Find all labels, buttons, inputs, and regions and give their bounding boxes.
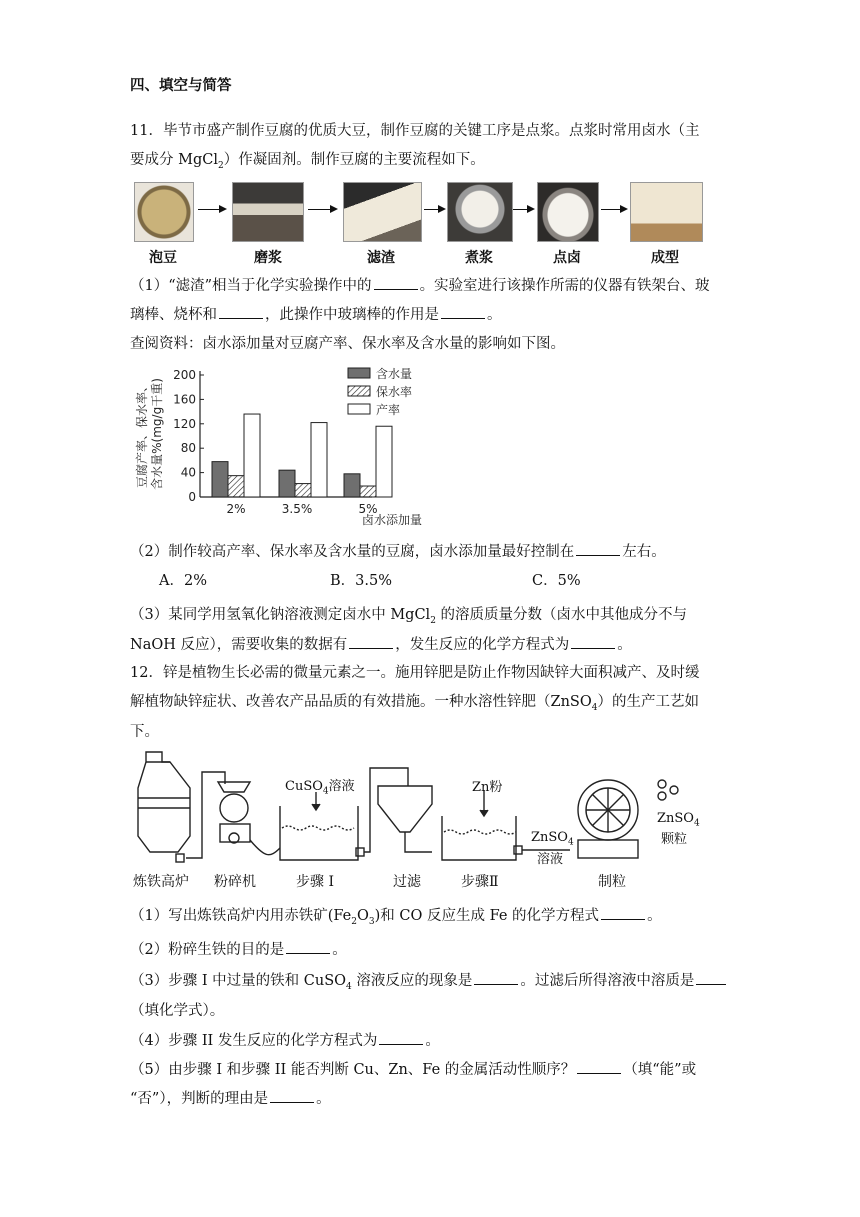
zn-powder-label: Zn粉 (472, 780, 503, 795)
q12-sub4: （4）步骤 II 发生反应的化学方程式为 。 (130, 1033, 440, 1049)
filter-funnel (378, 786, 432, 852)
q12-line1: 12．锌是植物生长必需的微量元素之一。施用锌肥是防止作物因缺锌大面积减产、及时缓 (130, 665, 700, 681)
q11-sub3-line1: （3）某同学用氢氧化钠溶液测定卤水中 MgCl$_2$ 的溶质质量分数（卤水中其他成分不与 (130, 607, 688, 626)
q11-info: 查阅资料：卤水添加量对豆腐产率、保水率及含水量的影响如下图。 (130, 336, 565, 352)
q12-sub5-line2: “否”），判断的理由是 。 (130, 1091, 331, 1107)
step-label: 滤渣 (367, 250, 395, 266)
zinc-process-diagram (130, 748, 710, 866)
y-axis-label: 豆腐产率、保水率、 (135, 379, 149, 489)
answer-blank[interactable] (286, 952, 330, 954)
q11-line2: 要成分 MgCl$_2$）作凝固剂。制作豆腐的主要流程如下。 (130, 152, 485, 171)
legend-label: 保水率 (376, 385, 413, 399)
photo-grinding (232, 182, 304, 242)
step-label: 泡豆 (149, 250, 177, 266)
crusher (218, 782, 250, 843)
legend-label: 含水量 (376, 367, 413, 381)
q12-line2: 解植物缺锌症状、改善农产品品质的有效措施。一种水溶性锌肥（ZnSO$_4$）的生产工艺如 (130, 694, 699, 713)
y-axis-label: 含水量%(mg/g干重) (150, 378, 164, 490)
answer-blank[interactable] (577, 1072, 621, 1074)
bar (228, 476, 244, 497)
bar (360, 486, 376, 497)
flow-label: 步骤 I (296, 874, 334, 890)
step-label: 点卤 (553, 250, 581, 266)
flow-arrow (601, 209, 626, 210)
flow-label: 过滤 (393, 874, 421, 890)
bar (376, 426, 392, 497)
answer-blank[interactable] (374, 288, 418, 290)
option-b[interactable]: B．3.5% (330, 573, 392, 589)
y-tick-label: 120 (173, 416, 196, 431)
flow-arrow (308, 209, 336, 210)
answer-blank[interactable] (696, 983, 726, 985)
q12-sub5-line1: （5）由步骤 I 和步骤 II 能否判断 Cu、Zn、Fe 的金属活动性顺序？ （填“能”或 (130, 1062, 697, 1078)
answer-blank[interactable] (441, 317, 485, 319)
y-tick-label: 160 (173, 392, 196, 407)
answer-blank[interactable] (571, 647, 615, 649)
step-label: 成型 (651, 250, 679, 266)
photo-filtering (343, 182, 422, 242)
q11-line1: 11．毕节市盛产制作豆腐的优质大豆，制作豆腐的关键工序是点浆。点浆时常用卤水（主 (130, 123, 700, 139)
step-1-tank (280, 792, 364, 860)
bar (344, 474, 360, 497)
q11-sub3-line2: NaOH 反应），需要收集的数据有 ，发生反应的化学方程式为 。 (130, 637, 632, 653)
y-tick-label: 80 (180, 441, 196, 456)
x-axis-label: 卤水添加量 (361, 513, 423, 527)
q11-sub1-line1: （1）“滤渣”相当于化学实验操作中的 。实验室进行该操作所需的仪器有铁架台、玻 (130, 278, 710, 294)
q12-sub2: （2）粉碎生铁的目的是 。 (130, 942, 347, 958)
answer-blank[interactable] (576, 554, 620, 556)
flow-label: 炼铁高炉 (133, 874, 189, 890)
legend-swatch (348, 368, 370, 378)
bar (279, 470, 295, 497)
legend-swatch (348, 404, 370, 414)
bar (212, 462, 228, 497)
y-tick-label: 0 (188, 490, 196, 504)
legend-label: 产率 (376, 403, 401, 417)
cuso4-solution-label: CuSO$_4$溶液 (285, 779, 355, 797)
photo-boiling (447, 182, 513, 242)
q12-sub3-line1: （3）步骤 I 中过量的铁和 CuSO$_4$ 溶液反应的现象是 。过滤后所得溶液中溶质是 (130, 969, 728, 992)
flow-label: 步骤Ⅱ (461, 874, 499, 890)
answer-blank[interactable] (219, 317, 263, 319)
photo-forming (630, 182, 703, 242)
flow-label: 制粒 (598, 874, 626, 890)
photo-adding-brine (537, 182, 599, 242)
step-label: 煮浆 (465, 250, 493, 266)
znso4-label: ZnSO$_4$ (531, 830, 574, 848)
photo-soaking-beans (134, 182, 194, 242)
bar (295, 484, 311, 497)
y-tick-label: 200 (173, 368, 196, 382)
y-tick-label: 40 (180, 465, 196, 480)
granule-label: 颗粒 (661, 832, 688, 847)
bar (244, 414, 260, 497)
step-2-tank (442, 790, 522, 860)
option-a[interactable]: A．2% (159, 573, 207, 589)
q11-sub1-line2: 璃棒、烧杯和 ，此操作中玻璃棒的作用是 。 (130, 307, 502, 323)
step-label: 磨浆 (254, 250, 282, 266)
bar (311, 423, 327, 497)
q12-sub1: （1）写出炼铁高炉内用赤铁矿$(Fe_2O_3)$和 CO 反应生成 Fe 的化学方程式 。 (130, 908, 662, 927)
section-title: 四、填空与简答 (130, 77, 232, 94)
x-tick-label: 2% (226, 502, 246, 516)
legend-swatch (348, 386, 370, 396)
flow-arrow (198, 209, 225, 210)
q12-sub3-line2: （填化学式）。 (130, 1003, 225, 1019)
x-tick-label: 5% (358, 502, 378, 516)
q11-sub2: （2）制作较高产率、保水率及含水量的豆腐，卤水添加量最好控制在 左右。 (130, 544, 666, 560)
q12-line3: 下。 (130, 724, 159, 740)
flow-arrow (513, 209, 533, 210)
answer-blank[interactable] (349, 647, 393, 649)
brine-chart (130, 362, 450, 534)
answer-blank[interactable] (270, 1101, 314, 1103)
option-c[interactable]: C．5% (532, 573, 581, 589)
granule-formula-label: ZnSO$_4$ (657, 811, 700, 829)
flow-arrow (424, 209, 444, 210)
x-tick-label: 3.5% (281, 502, 313, 516)
flow-label: 粉碎机 (214, 874, 256, 890)
answer-blank[interactable] (601, 918, 645, 920)
answer-blank[interactable] (474, 983, 518, 985)
answer-blank[interactable] (379, 1043, 423, 1045)
blast-furnace (138, 752, 190, 862)
solution-label: 溶液 (537, 852, 564, 867)
